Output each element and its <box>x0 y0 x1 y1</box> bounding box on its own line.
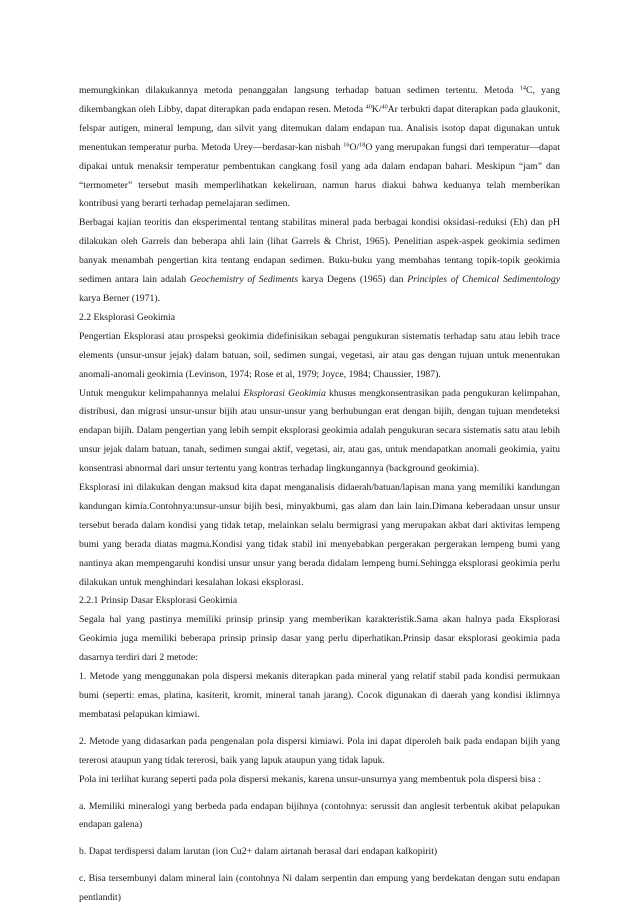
list-item-method-2: 2. Metode yang didasarkan pada pengenalan pola dispersi kimiawi. Pola ini dapat diperoleh baik pada endapan bijih yang tererosi ataupun yang tidak tererosi, baik yang lapuk ataupun yang tidak lapuk. <box>79 735 560 766</box>
paragraph-dating-methods <box>79 82 560 214</box>
paragraph-abundance-measurement <box>79 385 560 480</box>
superscript: 18 <box>359 141 366 149</box>
paragraph-principles-intro: Segala hal yang pastinya memiliki prinsip prinsip yang memberikan karakteristik.Sama akan halnya pada Eksplorasi Geokimia juga memiliki beberapa prinsip prinsip dasar yang perlu diperhatikan.Prinsip dasar eksplorasi geokimia pada dasarnya terdiri dari 2 metode: <box>79 614 560 664</box>
text-run: K/ <box>371 103 382 115</box>
text-run: memungkinkan dilakukannya metoda penanggalan langsung terhadap batuan sedimen tertentu. Metoda <box>79 85 520 96</box>
text-run: O/ <box>349 141 360 153</box>
list-item-a: a. Memiliki mineralogi yang berbeda pada endapan bijihnya (contohnya: serussit dan anglesit terbentuk akibat pelapukan endapan galena) <box>79 800 560 831</box>
paragraph-mineral-stability <box>79 214 560 309</box>
text-run: Berbagai kajian teoritis dan eksperimental tentang stabilitas mineral pada berbagai kondisi oksidasi-reduksi (Eh) dan pH dilakukan oleh Garrels dan beberapa ahli lain (lihat Garrels & Christ, 1965). Penelitian aspek-aspek geokimia sedimen banyak menambah pengertian kita tentang endapan sedimen. Buku-buku yang membahas tentang topik-topik geokimia sedimen antara lain adalah <box>79 217 560 286</box>
text-run: Ar terbukti dapat diterapkan pada glaukonit, felspar autigen, mineral lempung, dan silvit yang ditemukan dalam endapan tua. Analisis isotop dapat digunakan untuk menentukan temperatur purba. Metoda Urey—berdasar-kan nisbah <box>79 103 560 153</box>
list-item-c: c. Bisa tersembunyi dalam mineral lain (contohnya Ni dalam serpentin dan empung yang berdekatan dengan sutu endapan pentlandit) <box>79 873 560 904</box>
paragraph-exploration-purpose: Eksplorasi ini dilakukan dengan maksud kita dapat menganalisis didaerah/batuan/lapisan mana yang memiliki kandungan kandungan kimia.Contohnya:unsur-unsur bijih besi, minyakbumi, gas alam dan lain lain.Dimana keberadaan unsur unsur tersebut berada dalam kondisi yang tidak tetap, melainkan selalu bermigrasi yang merupakan akbat dari aktivitas lempeng bumi yang berada diatas magma.Kondisi yang tidak stabil ini menyebabkan pergerakan pergerakan lempeng bumi yang nantinya akan mempengaruhi kondisi unsur unsur yang berada didalam lempeng bumi.Sehingga eksplorasi geokimia perlu dilakukan untuk menghindari kesalahan lokasi eksplorasi. <box>79 482 560 588</box>
book-title: Geochemistry of Sediments <box>189 274 298 286</box>
superscript: 40 <box>381 103 388 111</box>
paragraph-dispersion-pattern: Pola ini terlihat kurang seperti pada pola dispersi mekanis, karena unsur-unsurnya yang membentuk pola dispersi bisa : <box>79 773 541 785</box>
text-run: C, yang dikembangkan oleh Libby, dapat diterapkan pada endapan resen. Metoda <box>79 85 560 115</box>
superscript: 14 <box>519 84 526 92</box>
text-run: khusus mengkonsentrasikan pada pengukuran kelimpahan, distribusi, dan migrasi unsur-unsur bijih atau unsur-unsur yang berhubungan erat dengan bijih, dengan tujuan mendeteksi endapan bijih. Dalam pengertian yang lebih sempit eksplorasi geokimia adalah pengukuran secara sistematis satu atau lebih unsur jejak dalam batuan, tanah, sedimen sungai aktif, vegetasi, air, atau gas, untuk mendapatkan anomali geokimia, yaitu konsentrasi abnormal dari unsur tertentu yang kontras terhadap lingkungannya (background geokimia). <box>79 387 561 475</box>
list-item-b: b. Dapat terdispersi dalam larutan (ion Cu2+ dalam airtanah berasal dari endapan kalkopirit) <box>79 846 438 858</box>
text-run: karya Degens (1965) dan <box>297 274 408 286</box>
text-run: karya Berner (1971). <box>79 292 160 304</box>
book-title: Principles of Chemical Sedimentology <box>407 274 560 286</box>
text-run: Untuk mengukur kelimpahannya melalui <box>79 387 244 399</box>
list-item-method-1: 1. Metode yang menggunakan pola dispersi mekanis diterapkan pada mineral yang relatif stabil pada kondisi permukaan bumi (seperti: emas, platina, kasiterit, kromit, mineral tanah jarang). Cocok digunakan di daerah yang kondisi iklimnya membatasi pelapukan kimiawi. <box>79 671 560 720</box>
superscript: 16 <box>343 141 350 149</box>
text-run: O yang merupakan fungsi dari temperatur—dapat dipakai untuk menaksir temperatur pembentukan cangkang fosil yang ada dalam endapan bahari. Meskipun “jam” dan “termometer” tersebut masih memperlihatkan kekeliruan, namun harus diakui bahwa keduanya telah memberikan kontribusi yang berarti terhadap pemelajaran sedimen. <box>79 141 561 210</box>
section-heading: 2.2 Eksplorasi Geokimia <box>79 311 176 323</box>
subsection-heading: 2.2.1 Prinsip Dasar Eksplorasi Geokimia <box>79 595 238 607</box>
italic-term: Eksplorasi Geokimia <box>243 387 326 399</box>
superscript: 40 <box>365 103 372 111</box>
paragraph-exploration-definition: Pengertian Eksplorasi atau prospeksi geokimia didefinisikan sebagai pengukuran sistematis terhadap satu atau lebih trace elements (unsur-unsur jejak) dalam batuan, soil, sedimen sungai, vegetasi, air atau gas dengan tujuan untuk menentukan anomali-anomali geokimia (Levinson, 1974; Rose et al, 1979; Joyce, 1984; Chaussier, 1987). <box>79 330 560 380</box>
